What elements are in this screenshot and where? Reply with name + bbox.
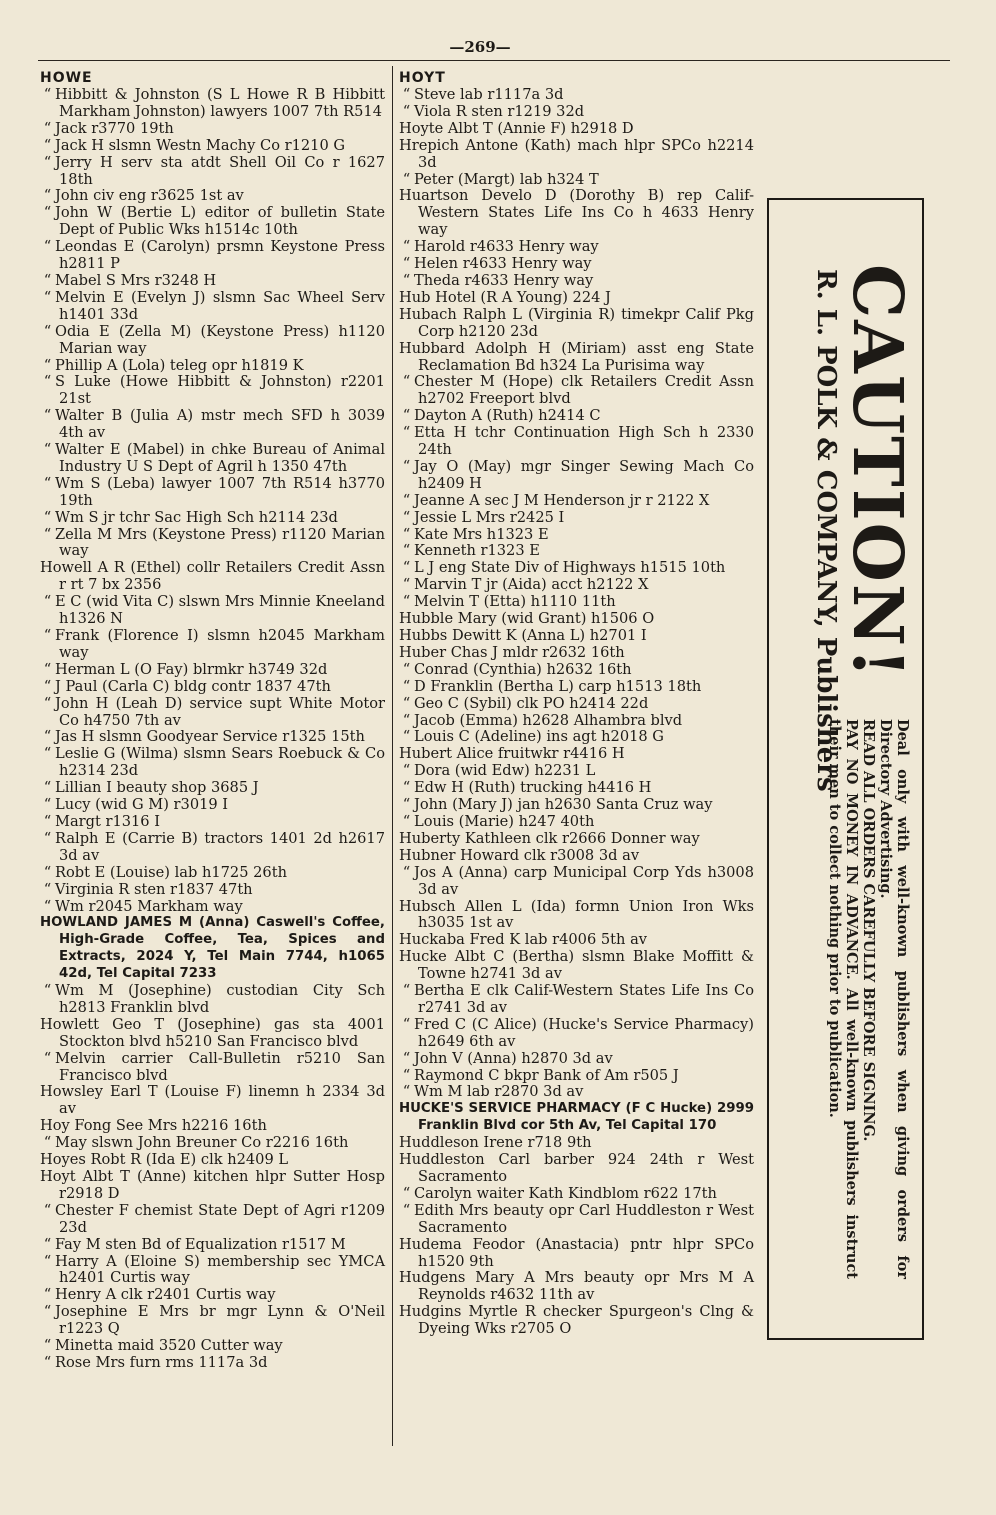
directory-entry — [399, 1203, 754, 1237]
ditto-mark: “ — [43, 897, 52, 915]
directory-entry — [40, 374, 385, 408]
directory-entry — [40, 239, 385, 273]
entry-text: Hibbitt & Johnston (S L Howe R B Hibbitt Markham Johnston) lawyers 1007 7th R514 — [55, 86, 385, 120]
directory-entry — [399, 865, 754, 899]
entry-text: Hubert Alice fruitwkr r4416 H — [399, 745, 625, 763]
ditto-mark: “ — [402, 762, 411, 780]
directory-entry — [40, 1084, 385, 1118]
ditto-mark: “ — [402, 1201, 411, 1219]
entry-text: Jessie L Mrs r2425 I — [414, 508, 565, 526]
left-column — [40, 70, 385, 1372]
ditto-mark: “ — [402, 542, 411, 560]
ditto-mark: “ — [43, 779, 52, 797]
directory-entry — [399, 628, 754, 645]
directory-entry — [399, 87, 754, 104]
ditto-mark: “ — [402, 982, 411, 1000]
ditto-mark: “ — [402, 863, 411, 881]
entry-text: Mabel S Mrs r3248 H — [55, 271, 217, 289]
directory-entry — [40, 476, 385, 510]
directory-entry — [40, 510, 385, 527]
directory-entry — [40, 273, 385, 290]
entry-text: Leslie G (Wilma) slsmn Sears Roebuck & Co h2314 23d — [55, 745, 385, 780]
entry-text: Louis C (Adeline) ins agt h2018 G — [414, 728, 664, 746]
entry-text: Fay M sten Bd of Equalization r1517 M — [55, 1235, 346, 1253]
entry-text: Chester M (Hope) clk Retailers Credit Assn h2702 Freeport blvd — [414, 373, 754, 408]
entry-text: Jacob (Emma) h2628 Alhambra blvd — [414, 711, 683, 729]
directory-entry — [40, 662, 385, 679]
ditto-mark: “ — [43, 660, 52, 678]
ditto-mark: “ — [402, 407, 411, 425]
entry-text: Viola R sten r1219 32d — [414, 102, 585, 120]
caution-advertisement — [767, 198, 924, 1340]
directory-entry — [399, 949, 754, 983]
column-divider — [392, 66, 393, 1446]
directory-entry — [399, 341, 754, 375]
directory-entry — [40, 729, 385, 746]
entry-text: Howsley Earl T (Louise F) linemn h 2334 3d av — [40, 1083, 385, 1118]
entry-text: Frank (Florence I) slsmn h2045 Markham way — [55, 627, 385, 661]
ditto-mark: “ — [43, 525, 52, 543]
entry-text: Jay O (May) mgr Singer Sewing Mach Co h2409 H — [414, 457, 754, 492]
entry-text: John (Mary J) jan h2630 Santa Cruz way — [414, 796, 713, 814]
entry-text: Hoyt Albt T (Anne) kitchen hlpr Sutter Hosp r2918 D — [40, 1168, 385, 1202]
entry-text: Margt r1316 I — [55, 812, 160, 830]
entry-text: Peter (Margt) lab h324 T — [414, 170, 599, 188]
ditto-mark: “ — [402, 728, 411, 746]
directory-entry — [399, 256, 754, 273]
entry-list — [40, 87, 385, 1372]
entry-text: Hubner Howard clk r3008 3d av — [399, 846, 640, 864]
directory-entry — [399, 594, 754, 611]
entry-text: Phillip A (Lola) teleg opr h1819 K — [55, 356, 304, 374]
ditto-mark: “ — [402, 1015, 411, 1033]
ditto-mark: “ — [402, 593, 411, 611]
directory-entry — [40, 358, 385, 375]
directory-entry — [399, 696, 754, 713]
directory-entry — [40, 1338, 385, 1355]
directory-entry — [399, 121, 754, 138]
entry-text: Jack H slsmn Westn Machy Co r1210 G — [55, 136, 346, 154]
entry-text: Jos A (Anna) carp Municipal Corp Yds h3008 3d av — [414, 863, 754, 898]
header-rule — [38, 60, 950, 61]
directory-entry — [40, 983, 385, 1017]
directory-entry — [399, 1152, 754, 1186]
directory-entry — [399, 239, 754, 256]
entry-text: Hub Hotel (R A Young) 224 J — [399, 288, 611, 306]
ditto-mark: “ — [402, 1184, 411, 1202]
entry-text: Hubsch Allen L (Ida) formn Union Iron Wks h3035 1st av — [399, 897, 754, 932]
entry-text: Hubbard Adolph H (Miriam) asst eng State Reclamation Bd h324 La Purisima way — [399, 339, 754, 374]
directory-entry — [40, 1169, 385, 1203]
entry-text: Virginia R sten r1837 47th — [55, 880, 253, 898]
entry-text: Lucy (wid G M) r3019 I — [55, 796, 229, 814]
directory-entry — [399, 679, 754, 696]
entry-text: Kate Mrs h1323 E — [414, 525, 549, 543]
directory-entry — [40, 121, 385, 138]
entry-text: Wm S jr tchr Sac High Sch h2114 23d — [55, 508, 338, 526]
directory-entry — [40, 865, 385, 882]
ditto-mark: “ — [43, 407, 52, 425]
directory-entry — [399, 899, 754, 933]
directory-entry — [399, 1068, 754, 1085]
entry-text: Huartson Develo D (Dorothy B) rep Calif-Western States Life Ins Co h 4633 Henry way — [399, 187, 754, 239]
ditto-mark: “ — [402, 102, 411, 120]
ditto-mark: “ — [43, 1235, 52, 1253]
ditto-mark: “ — [43, 593, 52, 611]
entry-text: Jerry H serv sta atdt Shell Oil Co r 1627 18th — [55, 153, 385, 188]
ditto-mark: “ — [402, 491, 411, 509]
ditto-mark: “ — [402, 170, 411, 188]
entry-text: Rose Mrs furn rms 1117a 3d — [55, 1353, 268, 1371]
directory-entry — [399, 459, 754, 493]
entry-text: Jack r3770 19th — [55, 119, 174, 137]
column-heading: HOYT — [399, 70, 446, 86]
directory-entry — [40, 1135, 385, 1152]
entry-text: John W (Bertie L) editor of bulletin State Dept of Public Wks h1514c 10th — [55, 204, 385, 239]
directory-entry — [40, 814, 385, 831]
directory-entry — [40, 746, 385, 780]
directory-entry — [40, 1203, 385, 1237]
caution-line-2: READ ALL ORDERS CAREFULLY BEFORE SIGNING. — [859, 719, 877, 1142]
directory-entry — [399, 527, 754, 544]
entry-list — [399, 87, 754, 1338]
directory-entry — [40, 1017, 385, 1051]
directory-entry — [40, 899, 385, 916]
directory-entry — [40, 527, 385, 561]
entry-text: Wm M (Josephine) custodian City Sch h2813 Franklin blvd — [55, 982, 385, 1016]
entry-text: John civ eng r3625 1st av — [55, 187, 244, 205]
entry-text: Zella M Mrs (Keystone Press) r1120 Marian way — [55, 525, 385, 560]
directory-entry — [40, 1051, 385, 1085]
directory-entry — [399, 577, 754, 594]
entry-text: Huddleson Irene r718 9th — [399, 1134, 592, 1152]
ditto-mark: “ — [402, 677, 411, 695]
caution-line-1: Deal only with well-known publishers when giving orders for Directory Advertising. — [876, 719, 911, 1279]
ditto-mark: “ — [43, 153, 52, 171]
directory-entry — [399, 1304, 754, 1338]
ditto-mark: “ — [43, 677, 52, 695]
directory-entry — [40, 290, 385, 324]
entry-text: Dora (wid Edw) h2231 L — [414, 762, 596, 780]
caution-rotated-content — [781, 219, 917, 1319]
column-heading: HOWE — [40, 70, 93, 86]
directory-entry — [399, 729, 754, 746]
entry-text: Harry A (Eloine S) membership sec YMCA h2401 Curtis way — [55, 1252, 385, 1287]
directory-entry — [399, 1051, 754, 1068]
directory-entry — [40, 679, 385, 696]
entry-text: L J eng State Div of Highways h1515 10th — [414, 559, 726, 577]
entry-text: Etta H tchr Continuation High Sch h 2330 24th — [414, 424, 754, 459]
directory-entry — [399, 645, 754, 662]
entry-text: Howell A R (Ethel) collr Retailers Credit Assn r rt 7 bx 2356 — [40, 559, 385, 594]
entry-text: HOWLAND JAMES M (Anna) Caswell's Coffee, High-Grade Coffee, Tea, Spices and Extracts, 2024 Y, Tel Main 7744, h1065 42d, Tel Capital 7233 — [40, 915, 385, 982]
ditto-mark: “ — [43, 1201, 52, 1219]
directory-entry — [40, 696, 385, 730]
directory-entry — [399, 188, 754, 239]
entry-text: E C (wid Vita C) slswn Mrs Minnie Kneeland h1326 N — [55, 593, 385, 628]
directory-entry — [40, 87, 385, 121]
ditto-mark: “ — [402, 576, 411, 594]
entry-text: Huber Chas J mldr r2632 16th — [399, 643, 625, 661]
entry-text: Melvin carrier Call-Bulletin r5210 San Francisco blvd — [55, 1049, 385, 1084]
directory-entry — [40, 324, 385, 358]
ditto-mark: “ — [402, 1083, 411, 1101]
entry-text: Fred C (C Alice) (Hucke's Service Pharmacy) h2649 6th av — [414, 1015, 754, 1050]
entry-text: Hoyte Albt T (Annie F) h2918 D — [399, 119, 634, 137]
entry-text: Jas H slsmn Goodyear Service r1325 15th — [55, 728, 365, 746]
ditto-mark: “ — [402, 711, 411, 729]
directory-entry — [399, 713, 754, 730]
entry-text: Jeanne A sec J M Henderson jr r 2122 X — [414, 491, 710, 509]
entry-text: Wm r2045 Markham way — [55, 897, 243, 915]
ditto-mark: “ — [402, 373, 411, 391]
ditto-mark: “ — [402, 508, 411, 526]
directory-entry — [399, 290, 754, 307]
ditto-mark: “ — [43, 373, 52, 391]
entry-text: Hudema Feodor (Anastacia) pntr hlpr SPCo h1520 9th — [399, 1235, 754, 1270]
ditto-mark: “ — [43, 238, 52, 256]
entry-text: D Franklin (Bertha L) carp h1513 18th — [414, 677, 702, 695]
ditto-mark: “ — [402, 779, 411, 797]
ditto-mark: “ — [43, 796, 52, 814]
ditto-mark: “ — [402, 694, 411, 712]
entry-text: Huberty Kathleen clk r2666 Donner way — [399, 829, 700, 847]
entry-text: Dayton A (Ruth) h2414 C — [414, 407, 601, 425]
directory-entry — [399, 1186, 754, 1203]
entry-text: Raymond C bkpr Bank of Am r505 J — [414, 1066, 679, 1084]
directory-entry — [40, 408, 385, 442]
entry-text: Edith Mrs beauty opr Carl Huddleston r West Sacramento — [414, 1201, 754, 1236]
ditto-mark: “ — [43, 204, 52, 222]
directory-entry — [399, 273, 754, 290]
entry-text: Conrad (Cynthia) h2632 16th — [414, 660, 632, 678]
directory-entry — [40, 155, 385, 189]
ditto-mark: “ — [43, 86, 52, 103]
ditto-mark: “ — [402, 424, 411, 442]
ditto-mark: “ — [402, 86, 411, 103]
entry-text: Edw H (Ruth) trucking h4416 H — [414, 779, 652, 797]
directory-entry — [399, 1084, 754, 1101]
entry-text: May slswn John Breuner Co r2216 16th — [55, 1134, 349, 1152]
directory-entry — [399, 172, 754, 189]
directory-entry — [399, 814, 754, 831]
entry-text: Odia E (Zella M) (Keystone Press) h1120 Marian way — [55, 322, 385, 357]
entry-text: Herman L (O Fay) blrmkr h3749 32d — [55, 660, 328, 678]
ditto-mark: “ — [402, 1066, 411, 1084]
entry-text: Bertha E clk Calif-Western States Life Ins Co r2741 3d av — [414, 982, 754, 1016]
ditto-mark: “ — [43, 136, 52, 154]
directory-entry — [40, 1355, 385, 1372]
directory-entry — [399, 1270, 754, 1304]
entry-text: Hubble Mary (wid Grant) h1506 O — [399, 610, 655, 628]
directory-entry — [399, 746, 754, 763]
directory-entry — [399, 408, 754, 425]
ditto-mark: “ — [43, 694, 52, 712]
directory-entry — [399, 138, 754, 172]
ditto-mark: “ — [43, 829, 52, 847]
ditto-mark: “ — [402, 238, 411, 256]
directory-entry — [40, 442, 385, 476]
entry-text: Hudgins Myrtle R checker Spurgeon's Clng & Dyeing Wks r2705 O — [399, 1303, 754, 1338]
entry-text: Marvin T jr (Aida) acct h2122 X — [414, 576, 649, 594]
ditto-mark: “ — [43, 1134, 52, 1152]
right-column — [399, 70, 754, 1338]
directory-entry — [399, 662, 754, 679]
directory-entry — [399, 425, 754, 459]
directory-entry — [40, 594, 385, 628]
ditto-mark: “ — [43, 356, 52, 374]
directory-entry — [40, 628, 385, 662]
ditto-mark: “ — [43, 1286, 52, 1304]
ditto-mark: “ — [43, 1049, 52, 1067]
ditto-mark: “ — [43, 288, 52, 306]
entry-text: S Luke (Howe Hibbitt & Johnston) r2201 21st — [55, 373, 385, 408]
entry-text: Lillian I beauty shop 3685 J — [55, 779, 259, 797]
entry-text: Steve lab r1117a 3d — [414, 86, 564, 103]
ditto-mark: “ — [402, 559, 411, 577]
directory-entry — [40, 882, 385, 899]
ditto-mark: “ — [43, 508, 52, 526]
directory-entry — [40, 560, 385, 594]
entry-text: Harold r4633 Henry way — [414, 238, 599, 256]
ditto-mark: “ — [402, 525, 411, 543]
ditto-mark: “ — [43, 441, 52, 459]
entry-text: Hudgens Mary A Mrs beauty opr Mrs M A Reynolds r4632 11th av — [399, 1269, 754, 1304]
directory-entry — [40, 1304, 385, 1338]
directory-entry — [40, 1287, 385, 1304]
ditto-mark: “ — [43, 982, 52, 1000]
directory-entry — [40, 188, 385, 205]
page-number: —269— — [449, 38, 511, 56]
directory-entry — [399, 510, 754, 527]
directory-entry — [40, 831, 385, 865]
ditto-mark: “ — [402, 796, 411, 814]
ditto-mark: “ — [43, 880, 52, 898]
caution-line-3: PAY NO MONEY IN ADVANCE. All well-known publishers instruct their men to collect nothing prior to publication. — [825, 719, 860, 1279]
ditto-mark: “ — [43, 1337, 52, 1355]
directory-entry — [399, 797, 754, 814]
entry-text: John H (Leah D) service supt White Motor Co h4750 7th av — [55, 694, 385, 729]
entry-text: Leondas E (Carolyn) prsmn Keystone Press h2811 P — [55, 238, 385, 273]
ditto-mark: “ — [402, 1049, 411, 1067]
entry-text: Melvin T (Etta) h1110 11th — [414, 593, 616, 611]
ditto-mark: “ — [43, 812, 52, 830]
directory-entry — [399, 932, 754, 949]
ditto-mark: “ — [43, 271, 52, 289]
entry-text: Hoy Fong See Mrs h2216 16th — [40, 1117, 267, 1135]
directory-entry — [399, 831, 754, 848]
entry-text: Hubbs Dewitt K (Anna L) h2701 I — [399, 627, 647, 644]
ditto-mark: “ — [43, 863, 52, 881]
entry-text: Geo C (Sybil) clk PO h2414 22d — [414, 694, 649, 712]
ditto-mark: “ — [43, 1252, 52, 1270]
ditto-mark: “ — [402, 271, 411, 289]
directory-entry — [399, 763, 754, 780]
entry-text: Huckaba Fred K lab r4006 5th av — [399, 931, 648, 949]
ditto-mark: “ — [43, 728, 52, 746]
entry-text: Josephine E Mrs br mgr Lynn & O'Neil r1223 Q — [55, 1303, 385, 1338]
directory-entry — [399, 1237, 754, 1271]
ditto-mark: “ — [43, 1353, 52, 1371]
ditto-mark: “ — [402, 660, 411, 678]
ditto-mark: “ — [43, 627, 52, 644]
entry-text: Minetta maid 3520 Cutter way — [55, 1337, 283, 1355]
ditto-mark: “ — [43, 474, 52, 492]
publisher-name: R. L. POLK & COMPANY, Publishers — [810, 269, 841, 792]
ditto-mark: “ — [43, 322, 52, 340]
ditto-mark: “ — [43, 745, 52, 763]
ditto-mark: “ — [402, 457, 411, 475]
directory-entry — [399, 493, 754, 510]
directory-entry — [399, 307, 754, 341]
entry-text: Walter B (Julia A) mstr mech SFD h 3039 4th av — [55, 407, 385, 442]
ditto-mark: “ — [402, 255, 411, 273]
entry-text: Theda r4633 Henry way — [414, 271, 594, 289]
entry-text: Huddleston Carl barber 924 24th r West Sacramento — [399, 1151, 754, 1185]
entry-text: Walter E (Mabel) in chke Bureau of Animal Industry U S Dept of Agril h 1350 47th — [55, 441, 385, 475]
ditto-mark: “ — [43, 187, 52, 205]
entry-text: Hubach Ralph L (Virginia R) timekpr Calif Pkg Corp h2120 23d — [399, 305, 754, 340]
directory-entry — [40, 915, 385, 983]
directory-entry — [40, 1118, 385, 1135]
directory-entry — [399, 848, 754, 865]
entry-text: Robt E (Louise) lab h1725 26th — [55, 863, 287, 881]
directory-entry — [40, 1152, 385, 1169]
directory-entry — [399, 104, 754, 121]
entry-text: John V (Anna) h2870 3d av — [414, 1049, 613, 1067]
directory-entry — [40, 1254, 385, 1288]
directory-entry — [40, 780, 385, 797]
directory-entry — [40, 205, 385, 239]
entry-text: Kenneth r1323 E — [414, 542, 540, 560]
entry-text: Melvin E (Evelyn J) slsmn Sac Wheel Serv h1401 33d — [55, 288, 385, 323]
entry-text: Chester F chemist State Dept of Agri r1209 23d — [55, 1201, 385, 1236]
directory-entry — [399, 543, 754, 560]
directory-entry — [399, 560, 754, 577]
entry-text: Louis (Marie) h247 40th — [414, 812, 595, 830]
entry-text: Helen r4633 Henry way — [414, 255, 592, 273]
directory-entry — [399, 983, 754, 1017]
directory-entry — [399, 1135, 754, 1152]
entry-text: J Paul (Carla C) bldg contr 1837 47th — [55, 677, 331, 695]
directory-entry — [399, 374, 754, 408]
entry-text: Carolyn waiter Kath Kindblom r622 17th — [414, 1184, 717, 1202]
entry-text: Ralph E (Carrie B) tractors 1401 2d h2617 3d av — [55, 829, 385, 864]
caution-body — [826, 719, 911, 1279]
entry-text: Howlett Geo T (Josephine) gas sta 4001 Stockton blvd h5210 San Francisco blvd — [40, 1015, 385, 1050]
directory-entry — [399, 1101, 754, 1135]
directory-entry — [399, 780, 754, 797]
directory-entry — [40, 797, 385, 814]
entry-text: HUCKE'S SERVICE PHARMACY (F C Hucke) 2999 Franklin Blvd cor 5th Av, Tel Capital 170 — [399, 1101, 754, 1134]
ditto-mark: “ — [43, 1303, 52, 1321]
ditto-mark: “ — [402, 812, 411, 830]
entry-text: Wm S (Leba) lawyer 1007 7th R514 h3770 19th — [55, 474, 385, 509]
entry-text: Hrepich Antone (Kath) mach hlpr SPCo h2214 3d — [399, 136, 754, 171]
directory-entry — [399, 611, 754, 628]
directory-entry — [40, 1237, 385, 1254]
directory-entry — [399, 1017, 754, 1051]
entry-text: Wm M lab r2870 3d av — [414, 1083, 584, 1101]
ditto-mark: “ — [43, 119, 52, 137]
entry-text: Henry A clk r2401 Curtis way — [55, 1286, 276, 1304]
entry-text: Hoyes Robt R (Ida E) clk h2409 L — [40, 1151, 289, 1169]
entry-text: Hucke Albt C (Bertha) slsmn Blake Moffitt & Towne h2741 3d av — [399, 948, 754, 983]
directory-entry — [40, 138, 385, 155]
caution-title: CAUTION! — [836, 264, 917, 680]
